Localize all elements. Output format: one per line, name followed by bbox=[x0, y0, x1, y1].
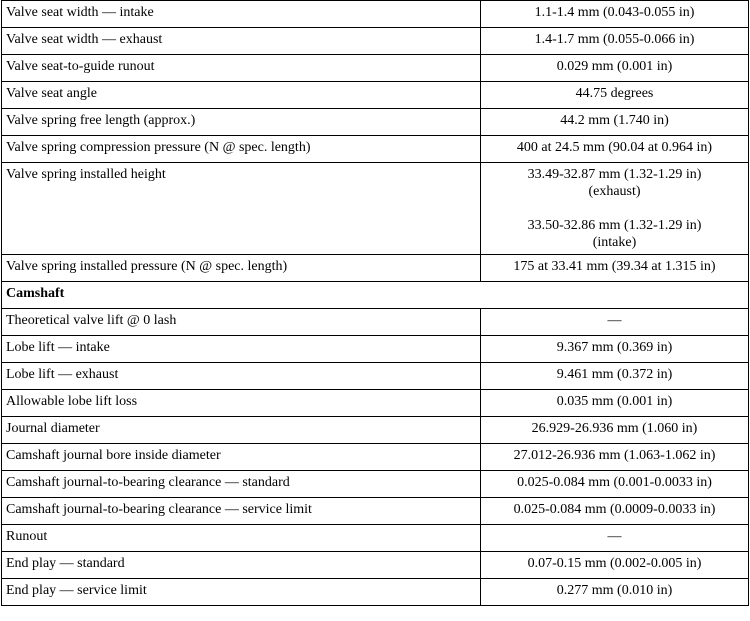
spec-name: Valve spring installed height bbox=[2, 163, 481, 255]
spec-value-line: 33.50-32.86 mm (1.32-1.29 in) bbox=[527, 218, 702, 233]
table-row bbox=[2, 525, 749, 552]
table-row bbox=[2, 552, 749, 579]
spec-value: 27.012-26.936 mm (1.063-1.062 in) bbox=[481, 444, 749, 471]
table-row bbox=[2, 28, 749, 55]
table-row bbox=[2, 498, 749, 525]
spec-value: 9.367 mm (0.369 in) bbox=[481, 336, 749, 363]
spec-value-line: (intake) bbox=[592, 235, 637, 250]
spec-name: Lobe lift — exhaust bbox=[2, 363, 481, 390]
spec-name: Runout bbox=[2, 525, 481, 552]
spec-value: 0.035 mm (0.001 in) bbox=[481, 390, 749, 417]
table-row bbox=[2, 255, 749, 282]
specifications-table bbox=[1, 0, 749, 606]
spec-name: Valve seat width — exhaust bbox=[2, 28, 481, 55]
section-header-row bbox=[2, 282, 749, 309]
table-row bbox=[2, 336, 749, 363]
spec-name: Valve spring free length (approx.) bbox=[2, 109, 481, 136]
table-row bbox=[2, 109, 749, 136]
spec-name: Valve seat angle bbox=[2, 82, 481, 109]
spec-name: Camshaft journal-to-bearing clearance — service limit bbox=[2, 498, 481, 525]
table-row bbox=[2, 55, 749, 82]
table-row bbox=[2, 444, 749, 471]
spec-name: Lobe lift — intake bbox=[2, 336, 481, 363]
spec-value: 1.1-1.4 mm (0.043-0.055 in) bbox=[481, 1, 749, 28]
spec-value-multiline bbox=[481, 163, 749, 255]
spec-value-line: (exhaust) bbox=[588, 184, 641, 199]
spec-name: End play — service limit bbox=[2, 579, 481, 606]
spec-name: Valve spring compression pressure (N @ spec. length) bbox=[2, 136, 481, 163]
spec-name: Theoretical valve lift @ 0 lash bbox=[2, 309, 481, 336]
spec-name: End play — standard bbox=[2, 552, 481, 579]
table-row bbox=[2, 163, 749, 255]
spec-value: 0.025-0.084 mm (0.0009-0.0033 in) bbox=[481, 498, 749, 525]
spec-value: — bbox=[481, 309, 749, 336]
spec-value: 0.025-0.084 mm (0.001-0.0033 in) bbox=[481, 471, 749, 498]
spec-name: Valve spring installed pressure (N @ spec. length) bbox=[2, 255, 481, 282]
spec-value-line: 33.49-32.87 mm (1.32-1.29 in) bbox=[527, 167, 702, 182]
table-row bbox=[2, 417, 749, 444]
spec-value: 175 at 33.41 mm (39.34 at 1.315 in) bbox=[481, 255, 749, 282]
spec-value: — bbox=[481, 525, 749, 552]
spec-name: Camshaft journal bore inside diameter bbox=[2, 444, 481, 471]
spec-value: 400 at 24.5 mm (90.04 at 0.964 in) bbox=[481, 136, 749, 163]
table-row bbox=[2, 579, 749, 606]
line-gap bbox=[485, 200, 744, 217]
spec-name: Camshaft journal-to-bearing clearance — standard bbox=[2, 471, 481, 498]
spec-value: 44.2 mm (1.740 in) bbox=[481, 109, 749, 136]
spec-value: 26.929-26.936 mm (1.060 in) bbox=[481, 417, 749, 444]
spec-name: Valve seat width — intake bbox=[2, 1, 481, 28]
spec-value: 0.07-0.15 mm (0.002-0.005 in) bbox=[481, 552, 749, 579]
table-row bbox=[2, 309, 749, 336]
spec-value: 44.75 degrees bbox=[481, 82, 749, 109]
spec-value: 0.277 mm (0.010 in) bbox=[481, 579, 749, 606]
table-row bbox=[2, 1, 749, 28]
spec-value: 9.461 mm (0.372 in) bbox=[481, 363, 749, 390]
spec-name: Journal diameter bbox=[2, 417, 481, 444]
table-row bbox=[2, 471, 749, 498]
spec-name: Allowable lobe lift loss bbox=[2, 390, 481, 417]
table-row bbox=[2, 82, 749, 109]
table-row bbox=[2, 390, 749, 417]
spec-value: 0.029 mm (0.001 in) bbox=[481, 55, 749, 82]
section-title: Camshaft bbox=[2, 282, 749, 309]
spec-name: Valve seat-to-guide runout bbox=[2, 55, 481, 82]
table-row bbox=[2, 136, 749, 163]
spec-value: 1.4-1.7 mm (0.055-0.066 in) bbox=[481, 28, 749, 55]
table-row bbox=[2, 363, 749, 390]
